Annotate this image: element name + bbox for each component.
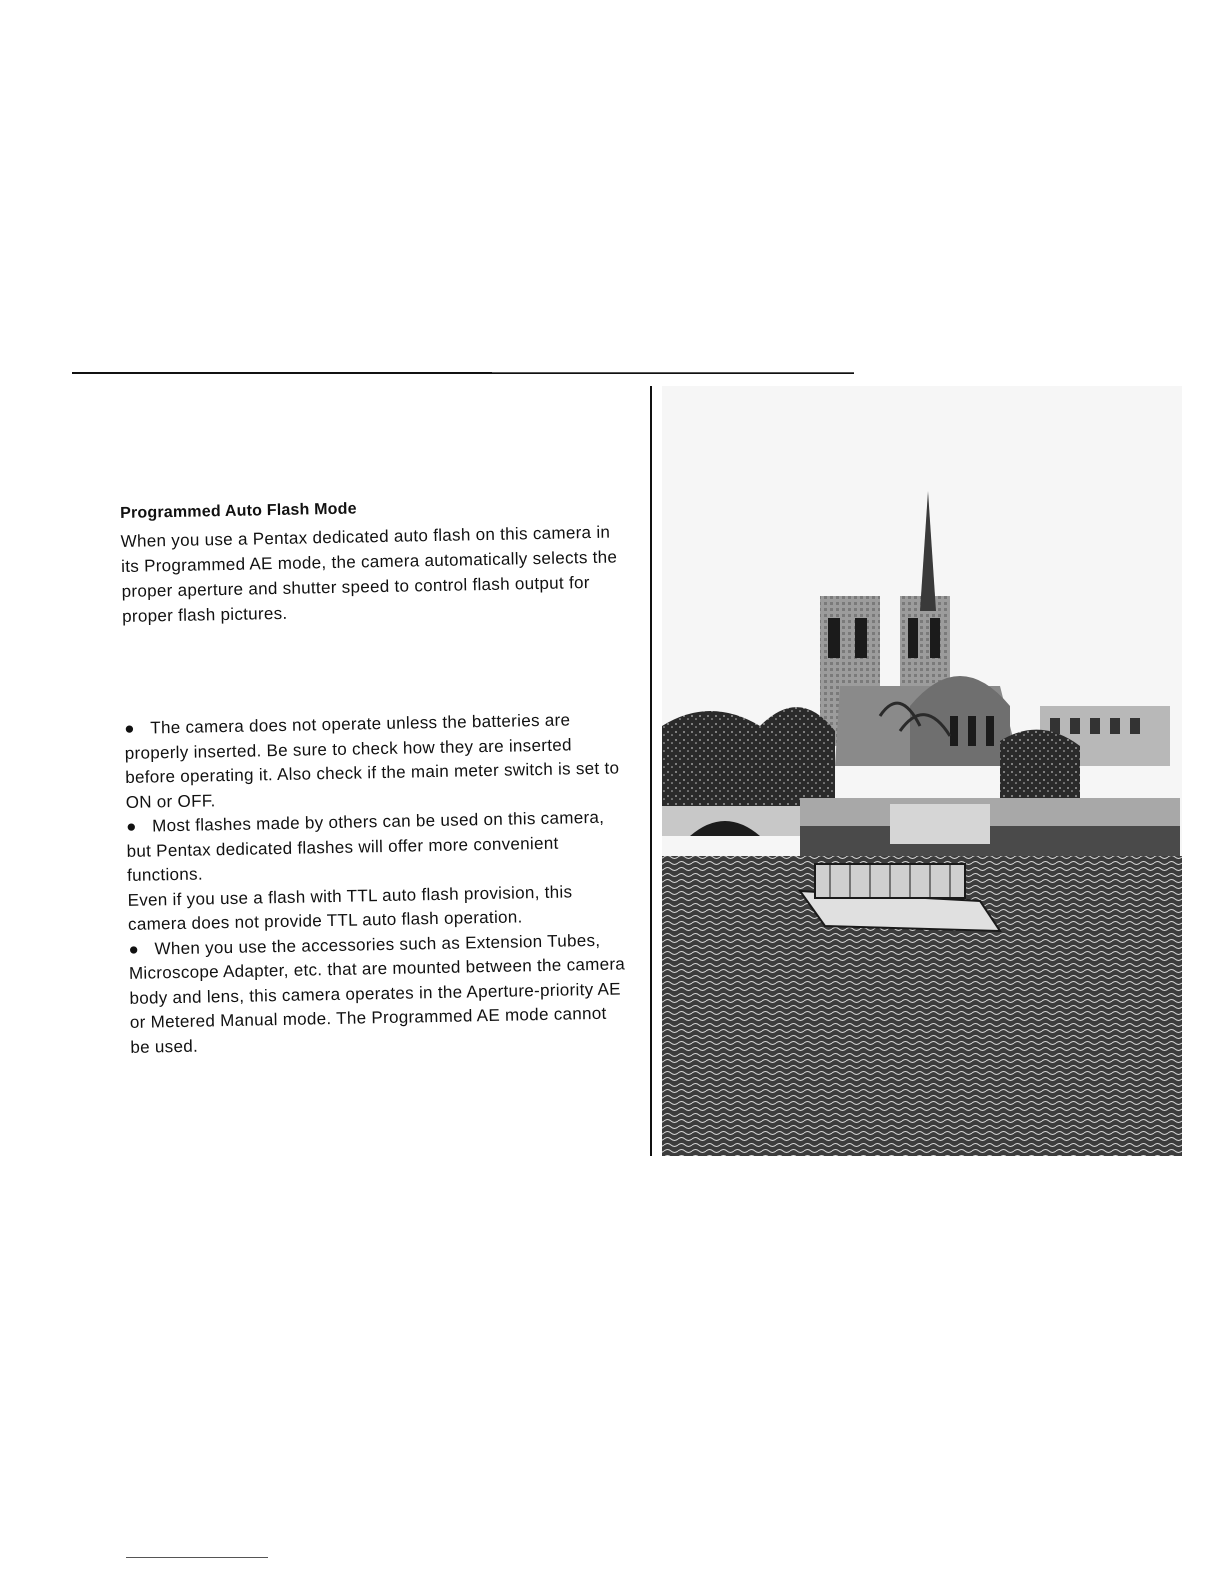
bullet-icon: ●: [128, 939, 140, 959]
section-body: When you use a Pentax dedicated auto flash on this camera in its Programmed AE mode, the camera automatically selects the proper aperture and shutter speed to control flash output for proper flash pictures.: [120, 522, 618, 626]
footer-rule: [126, 1557, 268, 1558]
note-batteries: [124, 707, 626, 815]
header-rule: [72, 372, 854, 374]
photo-border: [650, 386, 652, 1156]
note-batteries-text: The camera does not operate unless the batteries are properly inserted. Be sure to check how they are inserted before operating it. Also check if the main meter switch is set to ON or OFF.: [124, 710, 620, 812]
note-ttl: Even if you use a flash with TTL auto flash provision, this camera does not provide TTL auto flash operation.: [127, 881, 573, 934]
cathedral-photo: [650, 386, 1182, 1156]
cathedral-illustration: [650, 386, 1182, 1156]
note-accessories: [128, 928, 630, 1060]
text-column: [120, 495, 631, 1059]
trees-left: [662, 707, 835, 806]
bullet-icon: ●: [125, 816, 137, 836]
note-accessories-text: When you use the accessories such as Extension Tubes, Microscope Adapter, etc. that are mounted between the camera body and lens, this camera operates in the Aperture-priority AE or Metered Manual mode. The Programmed AE mode cannot be used.: [128, 930, 626, 1057]
note-other-flashes-text: Most flashes made by others can be used on this camera, but Pentax dedicated flashes will offer more convenient functions.: [126, 807, 605, 885]
note-other-flashes: [126, 805, 627, 888]
trees-right: [1000, 730, 1080, 806]
section-title: Programmed Auto Flash Mode: [120, 500, 357, 522]
bullet-icon: ●: [124, 718, 136, 738]
notes-list: [124, 707, 630, 1060]
